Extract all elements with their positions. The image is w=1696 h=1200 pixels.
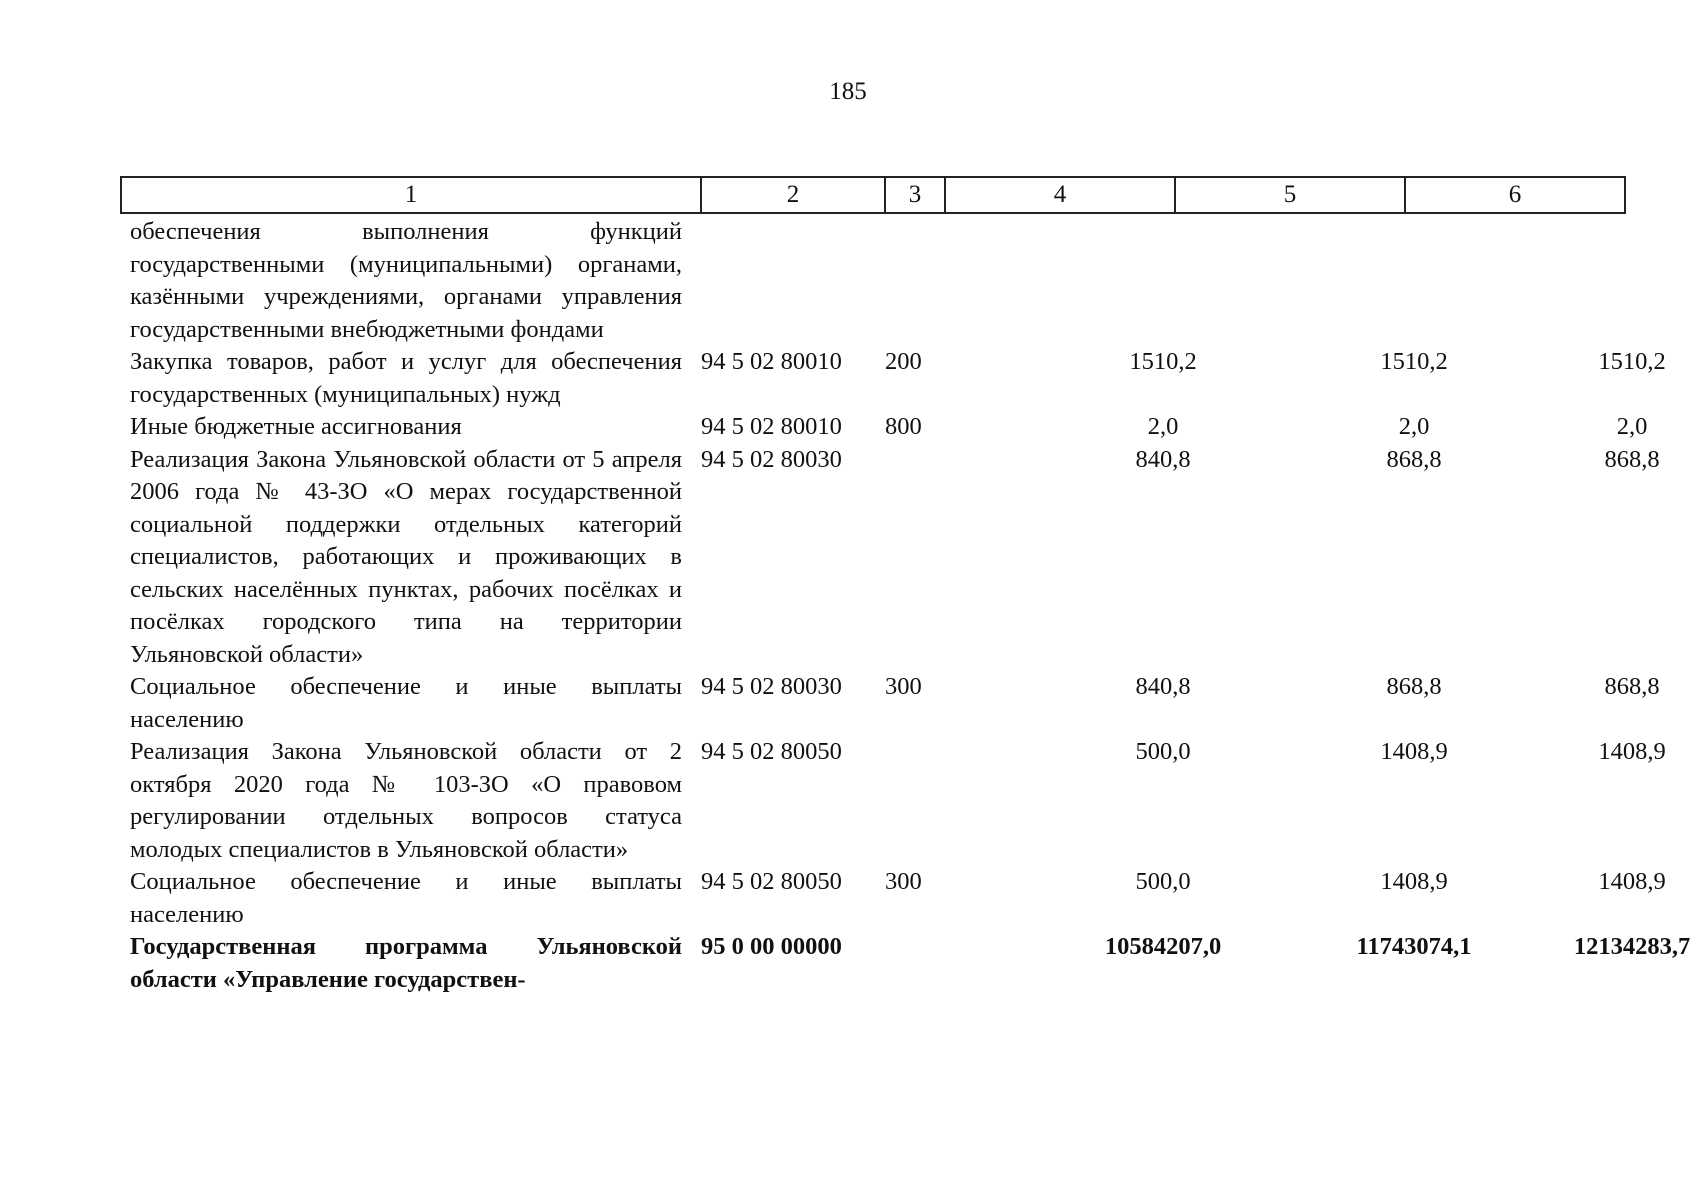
- row-value-4: 840,8: [1135, 673, 1191, 700]
- row-description: обеспечения выполнения функций государственными (муниципальными) органами, казёнными учреждениями, органами управления государственными внебюджетными фондами: [130, 218, 682, 343]
- row-type: 300: [885, 868, 922, 895]
- row-value-6: 1510,2: [1598, 348, 1666, 375]
- row-value-6: 1408,9: [1598, 738, 1666, 765]
- row-description: Иные бюджетные ассигнования: [130, 413, 462, 440]
- row-value-5: 1408,9: [1380, 868, 1448, 895]
- row-value-6: 12134283,7: [1573, 933, 1691, 960]
- row-code: 95 0 00 00000: [701, 933, 842, 960]
- row-description: Социальное обеспечение и иные выплаты населению: [130, 673, 682, 733]
- table-row-program-total: [130, 931, 1691, 996]
- row-value-4: 2,0: [1147, 413, 1179, 440]
- column-header-1: 1: [121, 177, 701, 213]
- row-value-6: 868,8: [1604, 445, 1660, 473]
- table-row: [130, 216, 1610, 346]
- row-type: 300: [885, 673, 922, 700]
- column-header-row: [121, 177, 1625, 213]
- row-value-5: 2,0: [1398, 413, 1430, 440]
- row-description: Государственная программа Ульяновской области «Управление государствен-: [130, 933, 682, 993]
- row-code: 94 5 02 80050: [701, 738, 842, 765]
- row-code: 94 5 02 80030: [701, 445, 842, 473]
- row-type: 800: [885, 413, 922, 440]
- row-code: 94 5 02 80050: [701, 868, 842, 895]
- row-value-6: 868,8: [1604, 673, 1660, 700]
- table-row: [130, 736, 1666, 866]
- row-value-4: 1510,2: [1129, 348, 1197, 375]
- row-code: 94 5 02 80010: [701, 348, 842, 375]
- table-row: [130, 346, 1666, 411]
- row-type: 200: [885, 348, 922, 375]
- table-row: [130, 411, 1648, 444]
- row-code: 94 5 02 80030: [701, 673, 842, 700]
- column-header-2: 2: [701, 177, 885, 213]
- row-value-4: 840,8: [1135, 445, 1191, 473]
- table-row: [130, 444, 1660, 672]
- row-value-5: 868,8: [1386, 673, 1442, 700]
- column-header-table: [120, 176, 1626, 214]
- row-code: 94 5 02 80010: [701, 413, 842, 440]
- table-row: [130, 866, 1666, 931]
- column-header-3: 3: [885, 177, 945, 213]
- row-value-5: 1408,9: [1380, 738, 1448, 765]
- row-value-6: 2,0: [1616, 413, 1648, 440]
- row-description: Социальное обеспечение и иные выплаты населению: [130, 868, 682, 928]
- table-row: [130, 671, 1660, 736]
- column-header-6: 6: [1405, 177, 1625, 213]
- row-value-4: 500,0: [1135, 738, 1191, 765]
- row-description: Реализация Закона Ульяновской области от 2 октября 2020 года № 103-ЗО «О правовом регулировании отдельных вопросов статуса молодых специалистов в Ульяновской области»: [130, 738, 682, 863]
- table-body: [130, 216, 1691, 996]
- row-description: Закупка товаров, работ и услуг для обеспечения государственных (муниципальных) нужд: [130, 348, 682, 408]
- column-header-5: 5: [1175, 177, 1405, 213]
- row-value-4: 500,0: [1135, 868, 1191, 895]
- row-value-4: 10584207,0: [1104, 933, 1222, 960]
- row-value-6: 1408,9: [1598, 868, 1666, 895]
- row-value-5: 11743074,1: [1356, 933, 1472, 960]
- row-value-5: 868,8: [1386, 445, 1442, 473]
- column-header-4: 4: [945, 177, 1175, 213]
- row-description: Реализация Закона Ульяновской области от 5 апреля 2006 года № 43-ЗО «О мерах государственной социальной поддержки отдельных категорий специалистов, работающих и проживающих в сельских населённых пунктах, рабочих посёлках и посёлках городского типа на территории Ульяновской области»: [130, 445, 682, 668]
- row-value-5: 1510,2: [1380, 348, 1448, 375]
- page-number: 185: [829, 78, 867, 105]
